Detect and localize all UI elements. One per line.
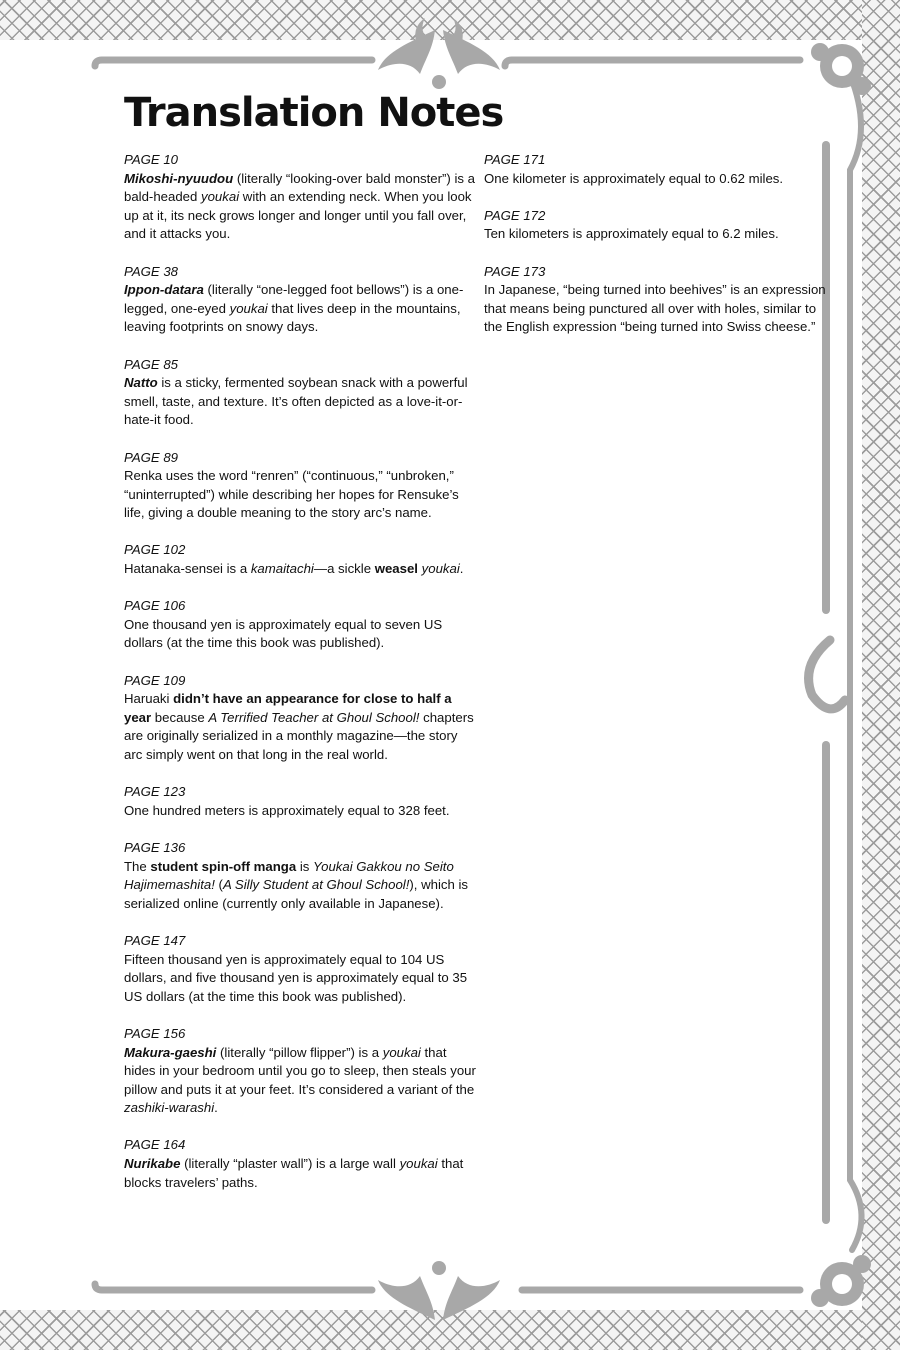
note-page-number: PAGE 102 xyxy=(124,542,186,558)
note-text xyxy=(124,616,476,653)
note-page-number: PAGE 106 xyxy=(124,598,186,614)
note-text-segment: kamaitachi xyxy=(250,561,314,577)
translation-note xyxy=(124,356,476,430)
translation-note xyxy=(124,263,476,337)
note-text xyxy=(124,690,476,764)
note-text-segment: youkai xyxy=(421,561,460,577)
note-text xyxy=(484,281,830,337)
note-text-segment: Ten kilometers is approximately equal to 6.2 miles. xyxy=(484,226,779,242)
note-text xyxy=(484,225,830,244)
note-text-segment: Renka uses the word “renren” (“continuous,” “unbroken,” “uninterrupted”) while describing her hopes for Rensuke’s life, giving a double meaning to the story arc’s name. xyxy=(124,468,459,521)
note-page-number: PAGE 172 xyxy=(484,207,546,223)
note-text xyxy=(124,802,476,821)
note-text-segment: that blocks travelers’ paths. xyxy=(124,1156,464,1190)
translation-note xyxy=(124,449,476,523)
note-text-segment: One thousand yen is approximately equal to seven US dollars (at the time this book was published). xyxy=(124,616,443,651)
translation-note xyxy=(484,207,830,244)
note-text-segment: One kilometer is approximately equal to 0.62 miles. xyxy=(484,170,784,186)
translation-note xyxy=(124,151,476,244)
note-text-segment: A Silly Student at Ghoul School! xyxy=(222,877,410,893)
note-text xyxy=(124,1044,476,1118)
note-text-segment: . xyxy=(214,1100,218,1116)
note-text-segment: weasel xyxy=(374,561,418,577)
translation-note xyxy=(484,151,830,188)
translation-note xyxy=(124,672,476,765)
translation-note xyxy=(124,541,476,578)
note-text-segment: youkai xyxy=(201,189,240,205)
note-page-number: PAGE 10 xyxy=(124,152,178,167)
note-page-number: PAGE 156 xyxy=(124,1025,186,1041)
note-text xyxy=(124,467,476,523)
note-page-number: PAGE 38 xyxy=(124,263,178,279)
note-page-number: PAGE 173 xyxy=(484,263,546,279)
translation-note xyxy=(124,1025,476,1118)
note-text-segment: youkai xyxy=(399,1156,438,1172)
translation-note xyxy=(124,597,476,653)
translation-note xyxy=(124,839,476,913)
note-text-segment: that hides in your bedroom until you go to sleep, then steals your pillow and puts it at your feet. It’s considered a variant of the xyxy=(124,1044,476,1097)
note-page-number: PAGE 123 xyxy=(124,784,186,800)
note-text-segment: In Japanese, “being turned into beehives” is an expression that means being punctured all over with holes, similar to the English expression “being turned into Swiss cheese.” xyxy=(484,282,826,335)
note-page-number: PAGE 136 xyxy=(124,839,186,855)
note-text-segment: Natto xyxy=(124,375,158,391)
note-text-segment: ( xyxy=(214,877,223,893)
note-text-segment: One hundred meters is approximately equal to 328 feet. xyxy=(124,802,450,818)
note-text xyxy=(124,560,476,579)
translation-note xyxy=(124,1136,476,1192)
note-text-segment: Haruaki xyxy=(124,691,174,707)
note-text-segment: ), which is serialized online (currently only available in Japanese). xyxy=(124,877,469,911)
note-text-segment: Mikoshi-nyuudou xyxy=(124,170,234,186)
note-text-segment: Nurikabe xyxy=(124,1156,181,1172)
note-text xyxy=(124,281,476,337)
note-page-number: PAGE 89 xyxy=(124,449,178,465)
note-text-segment: zashiki-warashi xyxy=(124,1100,215,1116)
note-text-segment: youkai xyxy=(382,1044,421,1060)
note-text-segment: didn’t have an appearance for close to half a year xyxy=(124,691,452,725)
note-text-segment: because xyxy=(151,709,209,725)
note-page-number: PAGE 171 xyxy=(484,152,546,167)
translation-note xyxy=(484,263,830,337)
note-page-number: PAGE 85 xyxy=(124,356,178,372)
translation-note xyxy=(124,932,476,1006)
note-text xyxy=(124,170,476,244)
note-text-segment: The xyxy=(124,858,151,874)
notes-column-right xyxy=(484,151,830,356)
note-text-segment: —a sickle xyxy=(313,561,375,577)
note-text-segment: with an extending neck. When you look up at it, its neck grows longer and longer until you fall over, and it attacks you. xyxy=(124,189,472,242)
note-page-number: PAGE 109 xyxy=(124,672,186,688)
note-text-segment: A Terrified Teacher at Ghoul School! xyxy=(208,709,420,725)
note-text-segment: student spin-off manga xyxy=(150,858,297,874)
note-text-segment: (literally “one-legged foot bellows”) is a one-legged, one-eyed xyxy=(124,282,464,316)
note-text xyxy=(124,951,476,1007)
note-page-number: PAGE 164 xyxy=(124,1137,186,1153)
note-text-segment: (literally “looking-over bald monster”) is a bald-headed xyxy=(124,170,476,205)
note-text-segment: Makura-gaeshi xyxy=(124,1044,217,1060)
note-text-segment: (literally “pillow flipper”) is a xyxy=(216,1044,383,1060)
note-page-number: PAGE 147 xyxy=(124,932,186,948)
note-text xyxy=(124,374,476,430)
note-text-segment: that lives deep in the mountains, leaving footprints on snowy days. xyxy=(124,300,461,335)
page-title: Translation Notes xyxy=(124,90,504,136)
note-text-segment: youkai xyxy=(229,300,268,316)
note-text-segment: chapters are originally serialized in a monthly magazine—the story arc simply went on that long in the real world. xyxy=(124,709,474,762)
note-text-segment: Hatanaka-sensei is a xyxy=(124,561,251,577)
note-text xyxy=(124,1155,476,1192)
note-text-segment: (literally “plaster wall”) is a large wall xyxy=(180,1156,400,1172)
note-text xyxy=(484,170,830,189)
note-text-segment: . xyxy=(459,561,464,577)
note-text xyxy=(124,858,476,914)
note-text-segment: Ippon-datara xyxy=(124,282,204,298)
note-text-segment: Youkai Gakkou no Seito Hajimemashita! xyxy=(124,858,454,893)
note-text-segment: Fifteen thousand yen is approximately equal to 104 US dollars, and five thousand yen is approximately equal to 35 US dollars (at the time this book was published). xyxy=(124,951,468,1004)
note-text-segment: is a sticky, fermented soybean snack with a powerful smell, taste, and texture. It’s often depicted as a love-it-or-hate-it food. xyxy=(124,375,468,428)
note-text-segment: is xyxy=(296,858,314,874)
notes-column-left xyxy=(124,151,476,1211)
translation-note xyxy=(124,783,476,820)
